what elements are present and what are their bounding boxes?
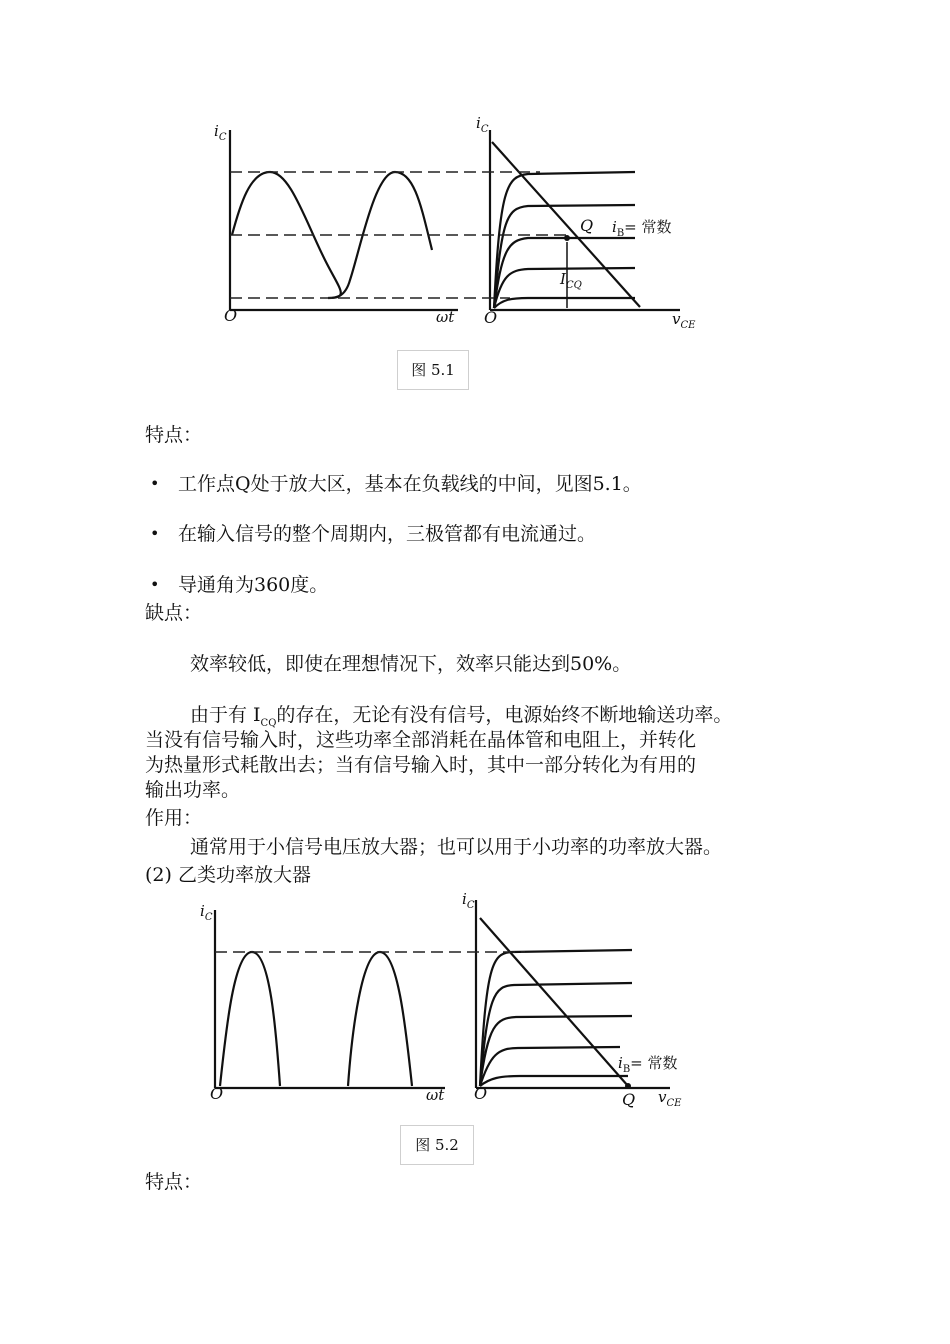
features-title-b: 特点： xyxy=(145,1171,203,1193)
feature-3: 导通角为360度。 xyxy=(178,574,329,596)
drawback-2-line-3: 为热量形式耗散出去；当有信号输入时，其中一部分转化为有用的 xyxy=(145,754,697,776)
fig2-origin-left: O xyxy=(210,1084,224,1103)
fig1-icq-label: $I_{CQ}$ xyxy=(560,270,582,291)
fig2-ic-label-right: $i_C$ xyxy=(462,890,475,911)
features-title: 特点： xyxy=(145,424,203,446)
drawback-1: 效率较低，即使在理想情况下，效率只能达到50%。 xyxy=(190,653,632,675)
fig1-q-label: Q xyxy=(580,216,594,235)
fig2-wt-label: ωt xyxy=(426,1086,445,1104)
usage-text: 通常用于小信号电压放大器；也可以用于小功率的功率放大器。 xyxy=(190,836,723,858)
bullet-dot-3: • xyxy=(150,575,160,594)
feature-1: 工作点Q处于放大区，基本在负载线的中间，见图5.1。 xyxy=(178,473,642,495)
fig2-half-wave-2 xyxy=(348,952,412,1086)
drawbacks-title: 缺点： xyxy=(145,602,203,624)
fig1-q-point xyxy=(564,235,570,241)
fig2-ib-label: $i_B=$ 常数 xyxy=(618,1054,678,1075)
fig1-ic-label: $i_C$ xyxy=(214,122,227,143)
fig2-curve-5 xyxy=(480,1076,628,1086)
drawback-2-line-4: 输出功率。 xyxy=(145,779,241,801)
fig1-wt-label: ωt xyxy=(436,308,455,326)
fig2-load-line xyxy=(480,918,628,1086)
fig1-origin-right: O xyxy=(484,308,498,327)
drawback-2-line-1: 由于有 $I_{CQ}$的存在，无论有没有信号，电源始终不断地输送功率。 xyxy=(190,704,733,729)
figure-5-1 xyxy=(210,110,710,335)
usage-title: 作用： xyxy=(145,807,203,829)
bullet-dot-1: • xyxy=(150,474,160,493)
fig1-ib-label: $i_B=$ 常数 xyxy=(612,218,672,239)
fig2-vce-label: $v_{CE}$ xyxy=(658,1088,682,1109)
section-heading-class-b: (2) 乙类功率放大器 xyxy=(145,864,311,886)
fig2-curve-2 xyxy=(480,983,632,1086)
figure-5-2-caption: 图 5.2 xyxy=(400,1125,474,1165)
fig2-origin-right: O xyxy=(474,1084,488,1103)
fig1-ic-label-right: $i_C$ xyxy=(476,114,489,135)
fig2-q-point xyxy=(625,1083,631,1089)
figure-5-1-caption: 图 5.1 xyxy=(397,350,469,390)
fig1-vce-label: $v_{CE}$ xyxy=(672,310,696,331)
fig1-origin-left: O xyxy=(224,306,238,325)
bullet-dot-2: • xyxy=(150,524,160,543)
fig1-curve-5 xyxy=(494,298,635,308)
fig2-ic-label: $i_C$ xyxy=(200,902,213,923)
fig2-q-label: Q xyxy=(622,1090,636,1109)
fig2-half-wave-1 xyxy=(220,952,280,1086)
feature-2: 在输入信号的整个周期内，三极管都有电流通过。 xyxy=(178,523,597,545)
drawback-2-line-2: 当没有信号输入时，这些功率全部消耗在晶体管和电阻上，并转化 xyxy=(145,729,697,751)
figure-5-2 xyxy=(200,890,700,1115)
